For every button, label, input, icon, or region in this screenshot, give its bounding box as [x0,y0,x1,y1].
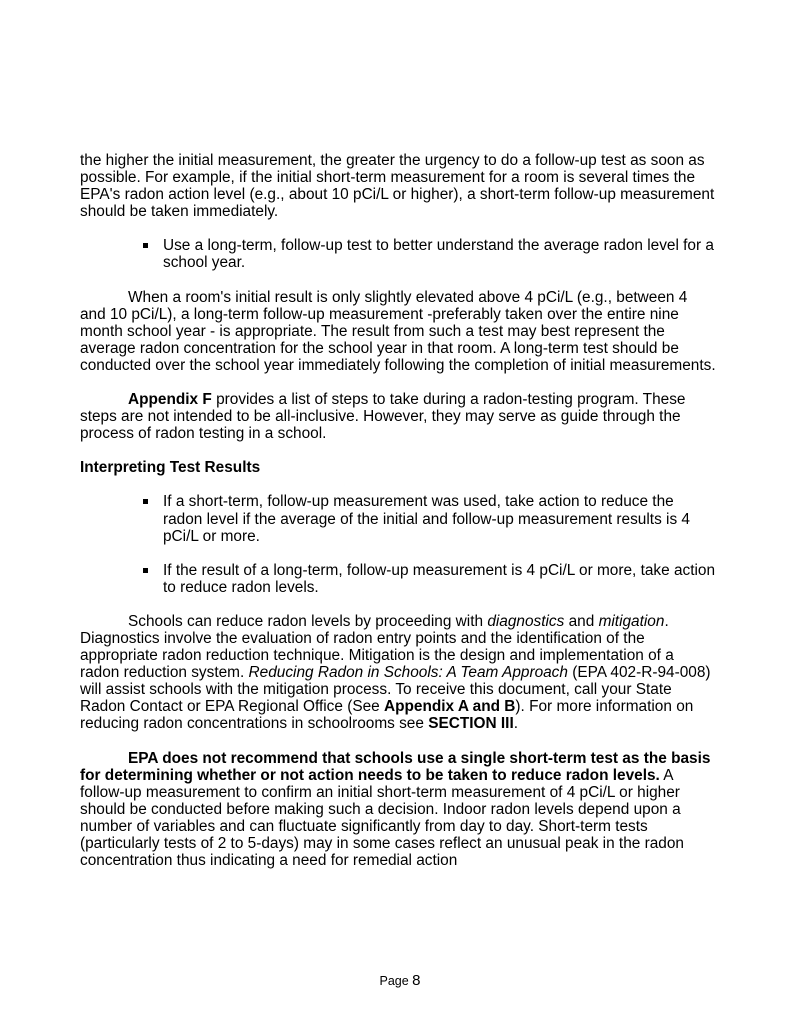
bullet-text: If the result of a long-term, follow-up measurement is 4 pCi/L or more, take action to reduce radon levels. [163,561,716,596]
text: and [564,612,599,630]
paragraph-epa-recommendation [80,750,716,870]
section-heading: Interpreting Test Results [80,459,261,477]
page-footer [0,972,800,990]
recommendation-bold: EPA does not recommend that schools use a single short-term test as the basis for determining whether or not action needs to be taken to reduce radon levels. [80,749,711,784]
section-iii-ref: SECTION III [428,715,514,733]
bullet-long-term-test [163,237,716,271]
paragraph-followup-urgency: the higher the initial measurement, the greater the urgency to do a follow-up test as soon as possible. For example, if the initial short-term measurement for a room is several times the EPA's radon action level (e.g., about 10 pCi/L or higher), a short-term follow-up measurement should be taken immediately. [80,152,715,221]
paragraph-slightly-elevated: When a room's initial result is only slightly elevated above 4 pCi/L (e.g., between 4 and 10 pCi/L), a long-term follow-up measurement -preferably taken over the entire nine month school year - is appropriate. The result from such a test may best represent the average radon concentration for the school year in that room. A long-term test should be conducted over the school year immediately following the completion of initial measurements. [80,288,716,374]
page-label: Page [379,974,413,988]
appendix-f-ref: Appendix F [128,391,212,409]
text: . Diagnostics involve the evaluation of radon entry points and the identification of the appropriate radon reduction technique. Mitigation is the design and implementation of a radon reduction system. [80,612,674,682]
text: Schools can reduce radon levels by proceeding with [128,612,488,630]
bullet-text: If a short-term, follow-up measurement was used, take action to reduce the radon level if the average of the initial and follow-up measurement results is 4 pCi/L or more. [163,493,690,545]
term-mitigation: mitigation [598,612,665,630]
bullet-short-term-followup [163,493,716,544]
document-body [80,152,716,886]
paragraph-appendix-f [80,391,716,442]
page-number: 8 [412,972,421,989]
bullet-icon [143,499,148,504]
term-diagnostics: diagnostics [487,612,565,630]
bullet-icon [143,568,148,573]
text: (EPA 402-R-94-008) will assist schools with the mitigation process. To receive this document, call your State Radon Contact or EPA Regional Office (See [80,664,711,716]
paragraph-text: provides a list of steps to take during a radon-testing program. These steps are not intended to be all-inclusive. However, they may serve as guide through the process of radon testing in a school. [80,391,686,443]
bullet-long-term-followup [163,562,716,596]
publication-title: Reducing Radon in Schools: A Team Approach [248,664,568,682]
paragraph-text: A follow-up measurement to confirm an initial short-term measurement of 4 pCi/L or higher should be conducted before making such a decision. Indoor radon levels depend upon a number of variables and can fluctuate significantly from day to day. Short-term tests (particularly tests of 2 to 5-days) may in some cases reflect an unusual peak in the radon concentration thus indicating a need for remedial action [80,766,684,870]
paragraph-diagnostics-mitigation [80,613,716,733]
bullet-text: Use a long-term, follow-up test to better understand the average radon level for a school year. [163,237,714,272]
bullet-icon [143,243,148,248]
appendix-ab-ref: Appendix A and B [384,698,516,716]
text: ). For more information on reducing radon concentrations in schoolrooms see [80,698,694,733]
text: . [513,715,518,733]
